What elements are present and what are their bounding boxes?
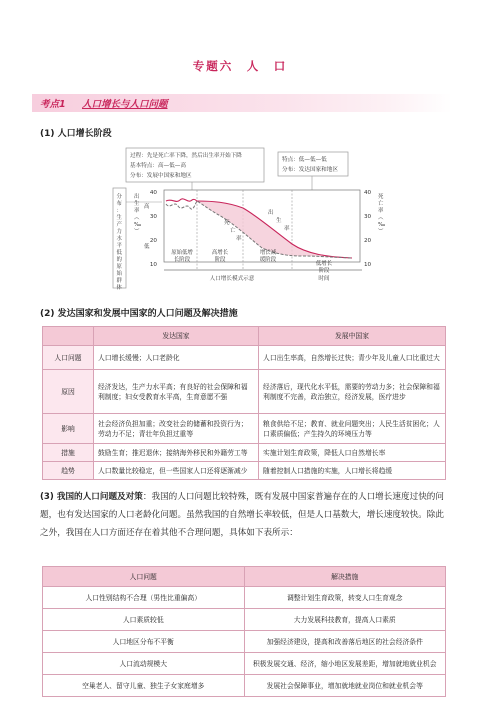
china-population-table — [42, 566, 446, 697]
table-header-row — [43, 327, 446, 346]
ytick-right-20: 20 — [364, 238, 372, 244]
row-label: 措施 — [43, 444, 94, 462]
table-row — [43, 675, 446, 697]
zone-label-4: 低增长阶段 — [315, 261, 333, 274]
developing-cell: 粮食供给不足；教育、就业问题突出；人民生活贫困化；人口素质偏低；产生持久的环境压力等 — [259, 414, 446, 444]
page-title: 专题六 人 口 — [192, 59, 288, 73]
zone-label-1: 原始低增长阶段 — [171, 250, 193, 263]
measure-cell: 大力发展科技教育，提高人口素质 — [244, 609, 446, 631]
death-rate-axis-label: 死亡率 ︵ ‰ ︶ — [378, 194, 386, 235]
developed-cell: 鼓励生育；推迟退休；接纳海外移民和外籍劳工等 — [94, 444, 259, 462]
developed-cell: 经济发达，生产力水平高；有良好的社会保障和福利制度；妇女受教育水平高，生育意愿不强 — [94, 370, 259, 414]
ytick-40: 40 — [149, 190, 157, 196]
section-3-text: ：我国的人口问题比较特殊，既有发展中国家普遍存在的人口增长速度过快的问题，也有发达国家的人口老龄化问题。虽然我国的自然增长率较低，但是人口基数大，增长速度较快。除此之外，我国在人口方面还存在着其他不合理问题，具体如下表所示： — [40, 492, 444, 538]
birth-rate-curve-label: 出生率 — [268, 210, 290, 232]
table-row — [43, 587, 446, 609]
table-row — [43, 609, 446, 631]
diagram-caption: 人口增长模式示意 — [209, 276, 255, 282]
box-right-line1: 特点：低—低—低 — [282, 157, 327, 163]
ytick-10: 10 — [149, 262, 157, 268]
developed-cell: 人口增长缓慢；人口老龄化 — [94, 346, 259, 370]
section-2-heading: (2) 发达国家和发展中国家的人口问题及解决措施 — [40, 309, 238, 319]
box-right-line2: 分布：发达国家和地区 — [282, 167, 338, 173]
table-row — [43, 462, 446, 480]
table-row — [43, 444, 446, 462]
developing-cell: 实施计划生育政策，降低人口自然增长率 — [259, 444, 446, 462]
birth-rate-axis-label: 出生率 ︵ ‰ ︶ — [134, 194, 142, 235]
table-header-measure: 解决措施 — [244, 567, 446, 587]
measure-cell: 发展社会保障事业，增加就地就业岗位和就业机会等 — [244, 675, 446, 697]
time-axis-label: 时间 — [318, 276, 330, 282]
table-header-developed: 发达国家 — [94, 327, 259, 346]
table-row — [43, 631, 446, 653]
population-growth-diagram — [112, 144, 392, 294]
developing-cell: 人口出生率高，自然增长过快；青少年及儿童人口比重过大 — [259, 346, 446, 370]
table-header-problem: 人口问题 — [43, 567, 245, 587]
ytick-30: 30 — [149, 214, 157, 220]
table-row — [43, 653, 446, 675]
kaodian-title: 人口增长与人口问题 — [82, 99, 168, 110]
box-left-line3: 分布：发展中国家和地区 — [130, 173, 192, 179]
section-3-paragraph — [40, 488, 444, 542]
ytick-right-10: 10 — [364, 262, 372, 268]
developed-cell: 人口数量比较稳定，但一些国家人口还将逐渐减少 — [94, 462, 259, 480]
developing-cell: 随着控制人口措施的实施，人口增长将趋缓 — [259, 462, 446, 480]
measure-cell: 加强经济建设，提高和改善落后地区的社会经济条件 — [244, 631, 446, 653]
developing-cell: 经济落后，现代化水平低，需要的劳动力多；社会保障和福利制度不完善，政治独立，经济发展，医疗进步 — [259, 370, 446, 414]
kaodian-label: 考点1 — [40, 99, 66, 110]
problem-cell: 人口素质较低 — [43, 609, 245, 631]
death-rate-curve-label: 死亡率 — [224, 220, 242, 242]
section-1-heading: (1) 人口增长阶段 — [40, 129, 112, 139]
ytick-20: 20 — [149, 238, 157, 244]
zone-label-2: 高增长阶段 — [211, 250, 229, 263]
developed-cell: 社会经济负担加重；改变社会的储蓄和投资行为；劳动力不足；青壮年负担过重等 — [94, 414, 259, 444]
section-3-heading: (3) 我国的人口问题及对策 — [40, 492, 143, 502]
box-left-line1: 过程：先是死亡率下降，然后出生率开始下降 — [130, 153, 242, 159]
table-row — [43, 370, 446, 414]
ytick-right-40: 40 — [364, 190, 372, 196]
problem-cell: 空巢老人、留守儿童、独生子女家庭增多 — [43, 675, 245, 697]
row-label: 影响 — [43, 414, 94, 444]
side-box-text: 分布： 生产力 水平低 的原始 群体 — [116, 194, 122, 291]
high-low-label: 高低 — [144, 204, 150, 250]
measure-cell: 积极发展交通、经济，缩小地区发展差距，增加就地就业机会 — [244, 653, 446, 675]
developed-developing-table — [42, 326, 446, 480]
table-header-blank — [43, 327, 94, 346]
table-header-developing: 发展中国家 — [259, 327, 446, 346]
problem-cell: 人口性别结构不合理（男性比重偏高） — [43, 587, 245, 609]
problem-cell: 人口流动规模大 — [43, 653, 245, 675]
table-row — [43, 346, 446, 370]
zone-label-3: 增长减缓阶段 — [259, 250, 277, 263]
table-row — [43, 414, 446, 444]
box-left-line2: 基本特点：高—低—高 — [130, 163, 186, 169]
table-header-row — [43, 567, 446, 587]
measure-cell: 调整计划生育政策，转变人口生育观念 — [244, 587, 446, 609]
row-label: 原因 — [43, 370, 94, 414]
ytick-right-30: 30 — [364, 214, 372, 220]
row-label: 人口问题 — [43, 346, 94, 370]
problem-cell: 人口地区分布不平衡 — [43, 631, 245, 653]
row-label: 趋势 — [43, 462, 94, 480]
